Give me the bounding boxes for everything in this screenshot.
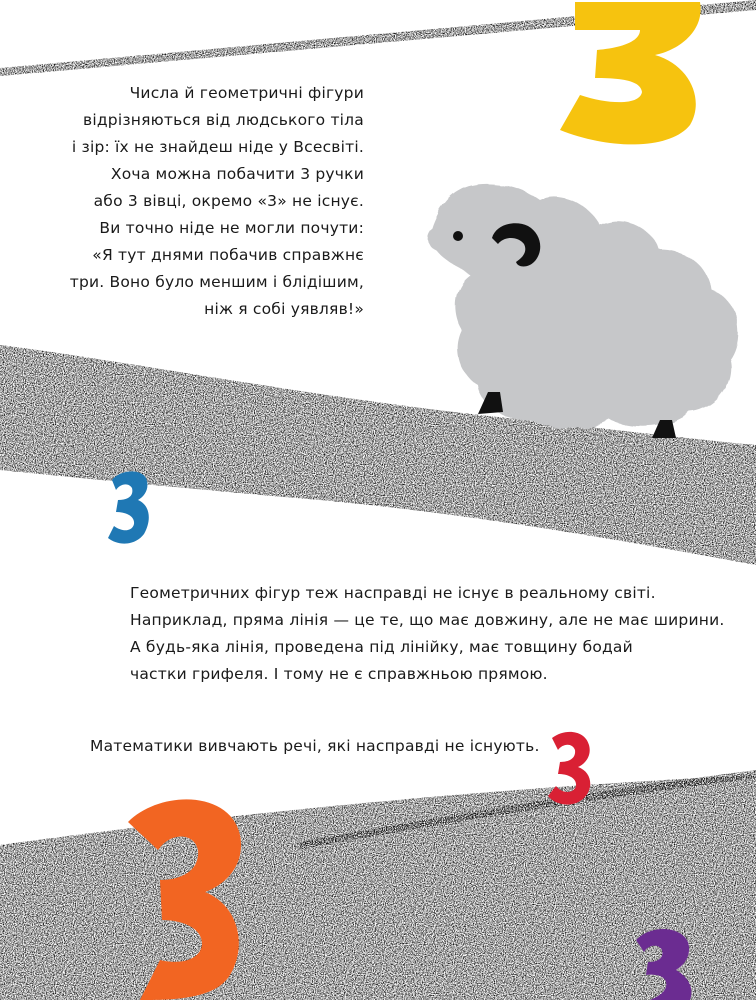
text-line: відрізняються від людського тіла: [83, 111, 364, 129]
sheep-eye: [453, 231, 463, 241]
geometry-paragraph: [130, 580, 730, 688]
text-line: Наприклад, пряма лінія — це те, що має довжину, але не має ширини.: [130, 611, 725, 629]
numeral-3-shape: [560, 2, 701, 144]
text-line: або 3 вівці, окремо «3» не існує.: [93, 192, 364, 210]
numeral-3-shape: [108, 471, 149, 543]
text-line: три. Воно було меншим і блідішим,: [69, 273, 364, 291]
text-line: Хоча можна побачити 3 ручки: [110, 165, 364, 183]
text-line: А будь-яка лінія, проведена під лінійку, має товщину бодай: [130, 638, 633, 656]
conclusion-paragraph: [90, 733, 550, 760]
numeral-red-3: [548, 732, 590, 805]
bottom-pencil-band: [0, 775, 756, 1000]
intro-paragraph: [64, 80, 364, 323]
text-line: Математики вивчають речі, які насправді не існують.: [90, 737, 540, 755]
text-line: «Я тут днями побачив справжнє: [92, 246, 364, 264]
text-line: частки грифеля. І тому не є справжньою прямою.: [130, 665, 548, 683]
numeral-blue-3: [108, 471, 149, 543]
sheep-body: [427, 184, 738, 428]
text-line: Ви точно ніде не могли почути:: [99, 219, 364, 237]
text-line: Геометричних фігур теж насправді не існує в реальному світі.: [130, 584, 656, 602]
text-line: ніж я собі уявляв!»: [204, 300, 364, 318]
text-line: Числа й геометричні фігури: [129, 84, 364, 102]
sheep-illustration: [427, 184, 738, 438]
text-line: і зір: їх не знайдеш ніде у Всесвіті.: [71, 138, 364, 156]
numeral-3-shape: [548, 732, 590, 805]
